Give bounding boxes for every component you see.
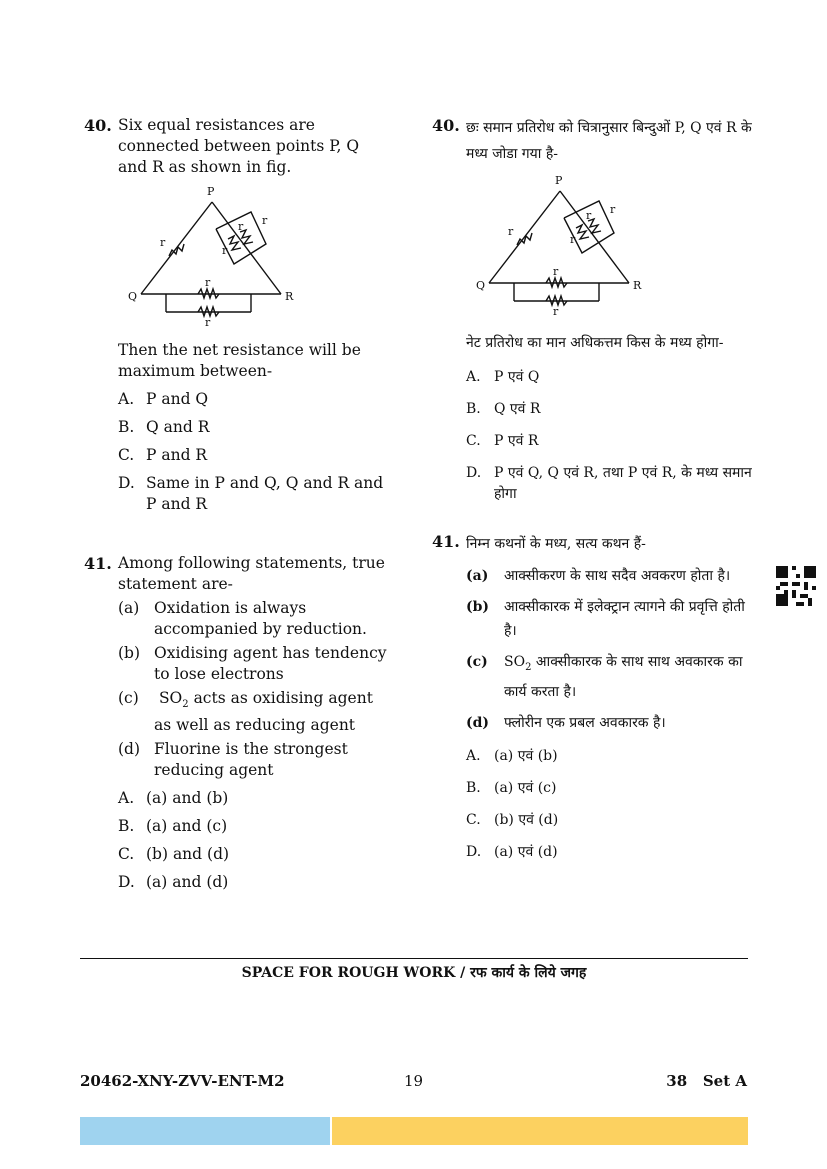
footer-band-yellow: [332, 1117, 748, 1145]
option-d[interactable]: D. Same in P and Q, Q and R and P and R: [118, 474, 384, 513]
option-a[interactable]: A. P and Q: [118, 390, 209, 408]
option-d[interactable]: D. (a) एवं (d): [466, 843, 558, 860]
resistor-label: r: [238, 220, 244, 233]
question-40-hi: [432, 115, 752, 505]
resistor-label: r: [222, 244, 228, 257]
question-followup: Then the net resistance will be maximum between-: [118, 341, 361, 380]
question-number: 40.: [84, 116, 112, 135]
statement-c: (c) $SO_2$ acts as oxidising agent as well as reducing agent: [118, 689, 373, 735]
set-label: 38 Set A: [666, 1072, 747, 1090]
option-a[interactable]: A. (a) एवं (b): [466, 747, 558, 764]
option-c[interactable]: C. (b) and (d): [118, 845, 230, 864]
statement-b: (b) आक्सीकारक में इलेक्ट्रान त्यागने की प्रवृत्ति होती है।: [466, 599, 745, 639]
resistor-label: r: [160, 236, 166, 249]
footer-band-blue: [80, 1117, 330, 1145]
node-q-label: Q: [476, 279, 486, 292]
option-a[interactable]: A. P एवं Q: [466, 369, 540, 385]
resistor-label: r: [205, 316, 211, 326]
question-text: Six equal resistances are connected between points P, Q and R as shown in fig.: [118, 116, 360, 176]
question-number: 41.: [84, 554, 112, 573]
option-b[interactable]: B. (a) एवं (c): [466, 779, 557, 796]
option-b[interactable]: B. (a) and (c): [118, 817, 228, 836]
resistor-label: r: [262, 214, 268, 227]
resistor-label: r: [553, 265, 559, 278]
resistor-label: r: [553, 305, 559, 315]
english-column: [84, 115, 389, 893]
option-c[interactable]: C. P एवं R: [466, 433, 539, 449]
question-41-hi: [432, 531, 752, 863]
node-p-label: P: [555, 174, 563, 187]
resistor-label: r: [570, 233, 576, 246]
qr-code-icon: [776, 566, 816, 606]
circuit-diagram: [126, 184, 306, 326]
option-d[interactable]: D. (a) and (d): [118, 873, 229, 892]
page-number: 19: [404, 1072, 424, 1090]
option-c[interactable]: C. (b) एवं (d): [466, 811, 559, 828]
rough-work-heading: SPACE FOR ROUGH WORK / रफ कार्य के लिये जगह: [241, 965, 587, 981]
question-text: छः समान प्रतिरोध को चित्रानुसार बिन्दुओं P, Q एवं R के मध्य जोडा गया है-: [466, 120, 752, 162]
circuit-diagram: [474, 173, 654, 315]
option-a[interactable]: A. (a) and (b): [118, 789, 229, 808]
node-p-label: P: [207, 185, 215, 198]
question-followup: नेट प्रतिरोध का मान अधिकत्तम किस के मध्य होगा-: [466, 335, 724, 351]
question-40-en: [84, 115, 389, 515]
option-c[interactable]: C. P and R: [118, 446, 208, 464]
question-41-en: [84, 553, 389, 893]
node-q-label: Q: [128, 290, 138, 303]
option-b[interactable]: B. Q and R: [118, 418, 210, 436]
node-r-label: R: [285, 290, 294, 303]
statement-c: (c) $SO_2$ आक्सीकारक के साथ साथ अवकारक का कार्य करता है।: [466, 654, 743, 700]
resistor-label: r: [508, 225, 514, 238]
statement-d: (d) Fluorine is the strongest reducing agent: [118, 740, 348, 780]
option-d[interactable]: D. P एवं Q, Q एवं R, तथा P एवं R, के मध्य समान होगा: [466, 465, 752, 502]
resistor-label: r: [586, 209, 592, 222]
statement-b: (b) Oxidising agent has tendency to lose electrons: [118, 644, 387, 683]
question-text: निम्न कथनों के मध्य, सत्य कथन हैं-: [466, 536, 646, 552]
booklet-code: 20462-XNY-ZVV-ENT-M2: [80, 1072, 285, 1090]
statement-d: (d) फ्लोरीन एक प्रबल अवकारक है।: [466, 714, 666, 731]
resistor-label: r: [610, 203, 616, 216]
question-number: 41.: [432, 532, 460, 551]
question-text: Among following statements, true statement are-: [118, 554, 385, 593]
divider: [80, 958, 748, 959]
resistor-label: r: [205, 276, 211, 289]
question-number: 40.: [432, 116, 460, 135]
hindi-column: [432, 115, 752, 863]
statement-a: (a) आक्सीकरण के साथ सदैव अवकरण होता है।: [466, 568, 731, 584]
option-b[interactable]: B. Q एवं R: [466, 401, 541, 417]
statement-a: (a) Oxidation is always accompanied by reduction.: [118, 599, 367, 638]
node-r-label: R: [633, 279, 642, 292]
